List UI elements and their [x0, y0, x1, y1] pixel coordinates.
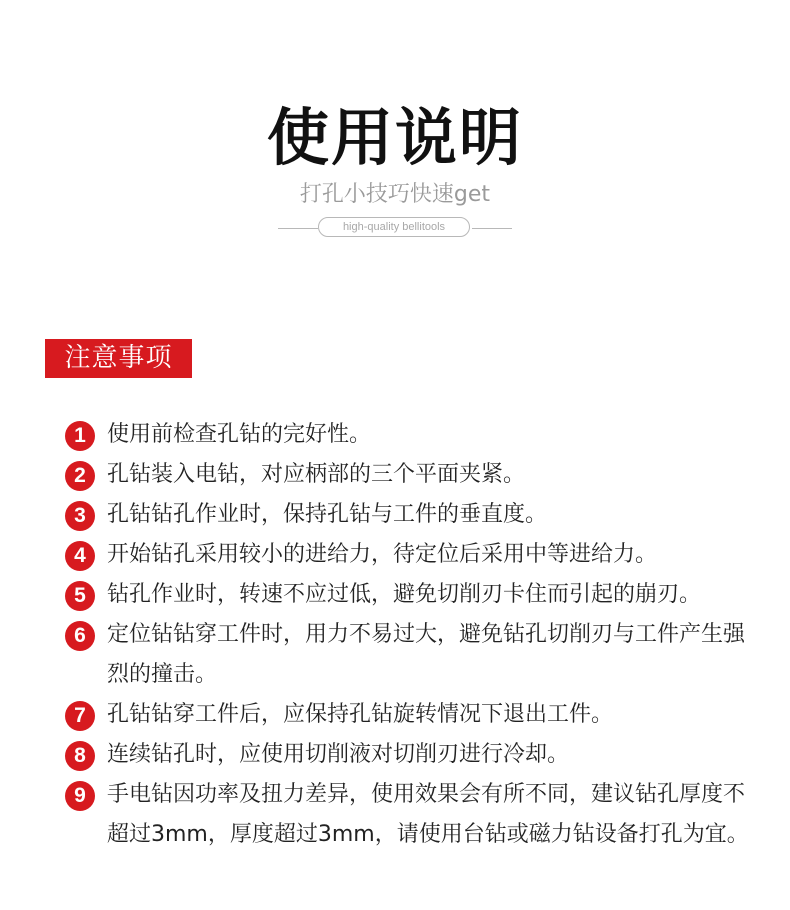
- number-badge: 9: [65, 781, 95, 811]
- note-text: 孔钻钻穿工件后，应保持孔钻旋转情况下退出工件。: [107, 702, 614, 727]
- note-item-1: [0, 415, 790, 455]
- note-text: 钻孔作业时，转速不应过低，避免切削刃卡住而引起的崩刃。: [107, 582, 702, 607]
- number-badge: 6: [65, 621, 95, 651]
- note-text: 使用前检查孔钻的完好性。: [107, 422, 372, 447]
- note-text: 连续钻孔时，应使用切削液对切削刃进行冷却。: [107, 742, 570, 767]
- number-badge: 5: [65, 581, 95, 611]
- note-text: 孔钻钻孔作业时，保持孔钻与工件的垂直度。: [107, 502, 548, 527]
- tagline: [278, 217, 512, 239]
- note-item-7: [0, 695, 790, 735]
- note-item-6: [0, 615, 790, 695]
- number-badge: 4: [65, 541, 95, 571]
- number-badge: 2: [65, 461, 95, 491]
- notes-list: [0, 415, 790, 855]
- note-text: 手电钻因功率及扭力差异，使用效果会有所不同，建议钻孔厚度不超过3mm，厚度超过3mm，请使用台钻或磁力钻设备打孔为宜。: [107, 782, 749, 847]
- note-item-3: [0, 495, 790, 535]
- note-item-2: [0, 455, 790, 495]
- note-item-9: [0, 775, 790, 855]
- number-badge: 1: [65, 421, 95, 451]
- note-text: 孔钻装入电钻，对应柄部的三个平面夹紧。: [107, 462, 526, 487]
- note-text: 定位钻钻穿工件时，用力不易过大，避免钻孔切削刃与工件产生强烈的撞击。: [107, 622, 746, 687]
- tagline-pill: high-quality bellitools: [318, 217, 470, 237]
- tagline-divider-left: [278, 228, 318, 229]
- note-text: 开始钻孔采用较小的进给力，待定位后采用中等进给力。: [107, 542, 658, 567]
- number-badge: 3: [65, 501, 95, 531]
- number-badge: 8: [65, 741, 95, 771]
- section-heading: 注意事项: [45, 339, 192, 378]
- page-subtitle: 打孔小技巧快速get: [299, 182, 491, 207]
- note-item-8: [0, 735, 790, 775]
- note-item-5: [0, 575, 790, 615]
- number-badge: 7: [65, 701, 95, 731]
- tagline-divider-right: [472, 228, 512, 229]
- page-title: 使用说明: [266, 101, 523, 174]
- note-item-4: [0, 535, 790, 575]
